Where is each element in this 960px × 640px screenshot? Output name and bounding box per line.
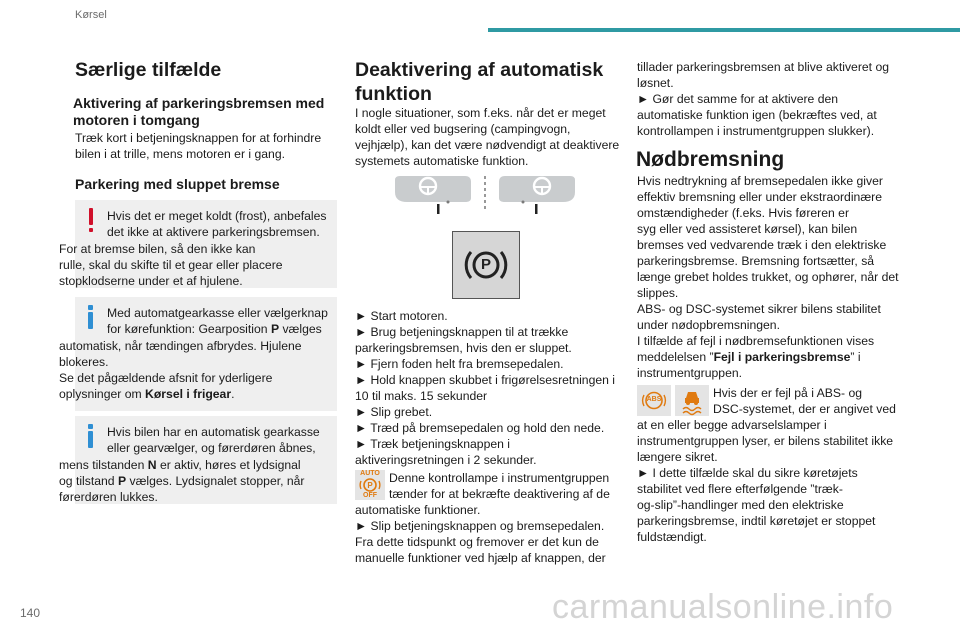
info-text-door: Hvis bilen har en automatisk gearkasse eller gearvælger, og førerdøren åbnes, mens tilstanden N er aktiv, høres et lydsignal og tilstand P vælges. Lydsignalet stopper, når førerdøren lukkes. bbox=[59, 425, 320, 505]
info-icon bbox=[83, 424, 99, 450]
paragraph-stability: at en eller begge advarselslamper i instrumentgruppen lyser, er bilens stabilitet ikke længere sikret. ► I dette tilfælde skal du sikre køretøjets stabilitet ved flere efterfølgende ”træk- og-slip”-handlinger med den elektriske parkeringsbremse, indtil køretøjet er stoppet fuldstændigt. bbox=[637, 418, 894, 544]
warning-icon bbox=[83, 208, 99, 234]
paragraph-emergency: Hvis nedtrykning af bremsepedalen ikke giver effektiv bremsning eller under ekstraordinære omstændigheder (f.eks. Hvis føreren er syg eller ved assisteret kørsel), kan bilen bremses ved vedvarende træk i den elektriske parkeringsbremse. Bremsning fortsætter, så længe grebet holdes trukket, og ophører, når det slippes. ABS- og DSC-systemet sikrer bilens stabilitet under nødopbremsningen. I tilfælde af fejl i nødbremsefunktionen vises meddelelsen ”Fejl i parkeringsbremse” i instrumentgruppen. bbox=[637, 174, 899, 380]
subheading-idle: Aktivering af parkeringsbremsen med motoren i tomgang bbox=[73, 95, 325, 128]
steps-list: ► Start motoren. ► Brug betjeningsknappen til at trække parkeringsbremsen, hvis den er sluppet. ► Fjern foden helt fra bremsepedalen. ► Hold knappen skubbet i frigørelsesretningen i 10 til maks. 15 sekunder ► Slip grebet. ► Træd på bremsepedalen og hold den nede. ► Træk betjeningsknappen i aktiveringsretningen i 2 sekunder. bbox=[355, 309, 616, 467]
abs-dsc-text: Hvis der er fejl på i ABS- og DSC-systemet, der er angivet ved bbox=[713, 386, 896, 416]
heading-nodbremsning: Nødbremsning bbox=[636, 148, 785, 171]
steps-tail: automatiske funktioner. ► Slip betjeningsknappen og bremsepedalen. Fra dette tidspunkt og fremover er det kun de manuelle funktioner ved hjælp af knappen, der bbox=[355, 503, 606, 565]
paragraph-continued: tillader parkeringsbremsen at blive aktiveret og løsnet. ► Gør det samme for at aktivere den automatiske funktion igen (bekræftes ved, at kontrollampen i instrumentgruppen slukker). bbox=[637, 60, 889, 138]
info-text-gearbox: Med automatgearkasse eller vælgerknap for kørefunktion: Gearposition P vælges automatisk, når tændingen afbrydes. Hjulene blokeres. Se det pågældende afsnit for yderligere oplysninger om Kørsel i frigear. bbox=[59, 306, 328, 402]
paragraph-idle: Træk kort i betjeningsknappen for at forhindre bilen i at trille, mens motoren er i gang. bbox=[75, 131, 322, 161]
warning-text: Hvis det er meget koldt (frost), anbefales det ikke at aktivere parkeringsbremsen. For at bremse bilen, så den ikke kan rulle, skal du skifte til et gear eller placere stopklodserne under et af hjulene. bbox=[59, 209, 327, 289]
header-accent-bar bbox=[488, 28, 960, 32]
info-icon bbox=[83, 305, 99, 331]
lamp-text: Denne kontrollampe i instrumentgruppen tænder for at bekræfte deaktivering af de bbox=[389, 471, 610, 501]
warning-box bbox=[59, 200, 337, 289]
subheading-parking: Parkering med sluppet bremse bbox=[75, 176, 280, 192]
heading-saerlige-tilfaelde: Særlige tilfælde bbox=[75, 59, 222, 81]
abs-warning-icon: ABS bbox=[637, 385, 671, 416]
paragraph-intro: I nogle situationer, som f.eks. når det er meget koldt eller ved bugsering (campingvogn, vejhjælp), kan det være nødvendigt at deaktivere systemets automatiske funktion. bbox=[355, 106, 620, 168]
page-number: 140 bbox=[20, 606, 41, 620]
watermark: carmanualsonline.info bbox=[552, 588, 894, 626]
parking-brake-button-icon: P bbox=[452, 231, 520, 299]
heading-deaktivering: Deaktivering af automatisk funktion bbox=[355, 59, 604, 105]
steering-wheel-illustration bbox=[395, 172, 575, 216]
section-title: Kørsel bbox=[75, 9, 107, 21]
info-box-gearbox bbox=[59, 297, 337, 411]
auto-off-lamp-icon: AUTO P OFF bbox=[355, 470, 385, 500]
dsc-warning-icon bbox=[675, 385, 709, 416]
info-box-door bbox=[59, 416, 337, 505]
